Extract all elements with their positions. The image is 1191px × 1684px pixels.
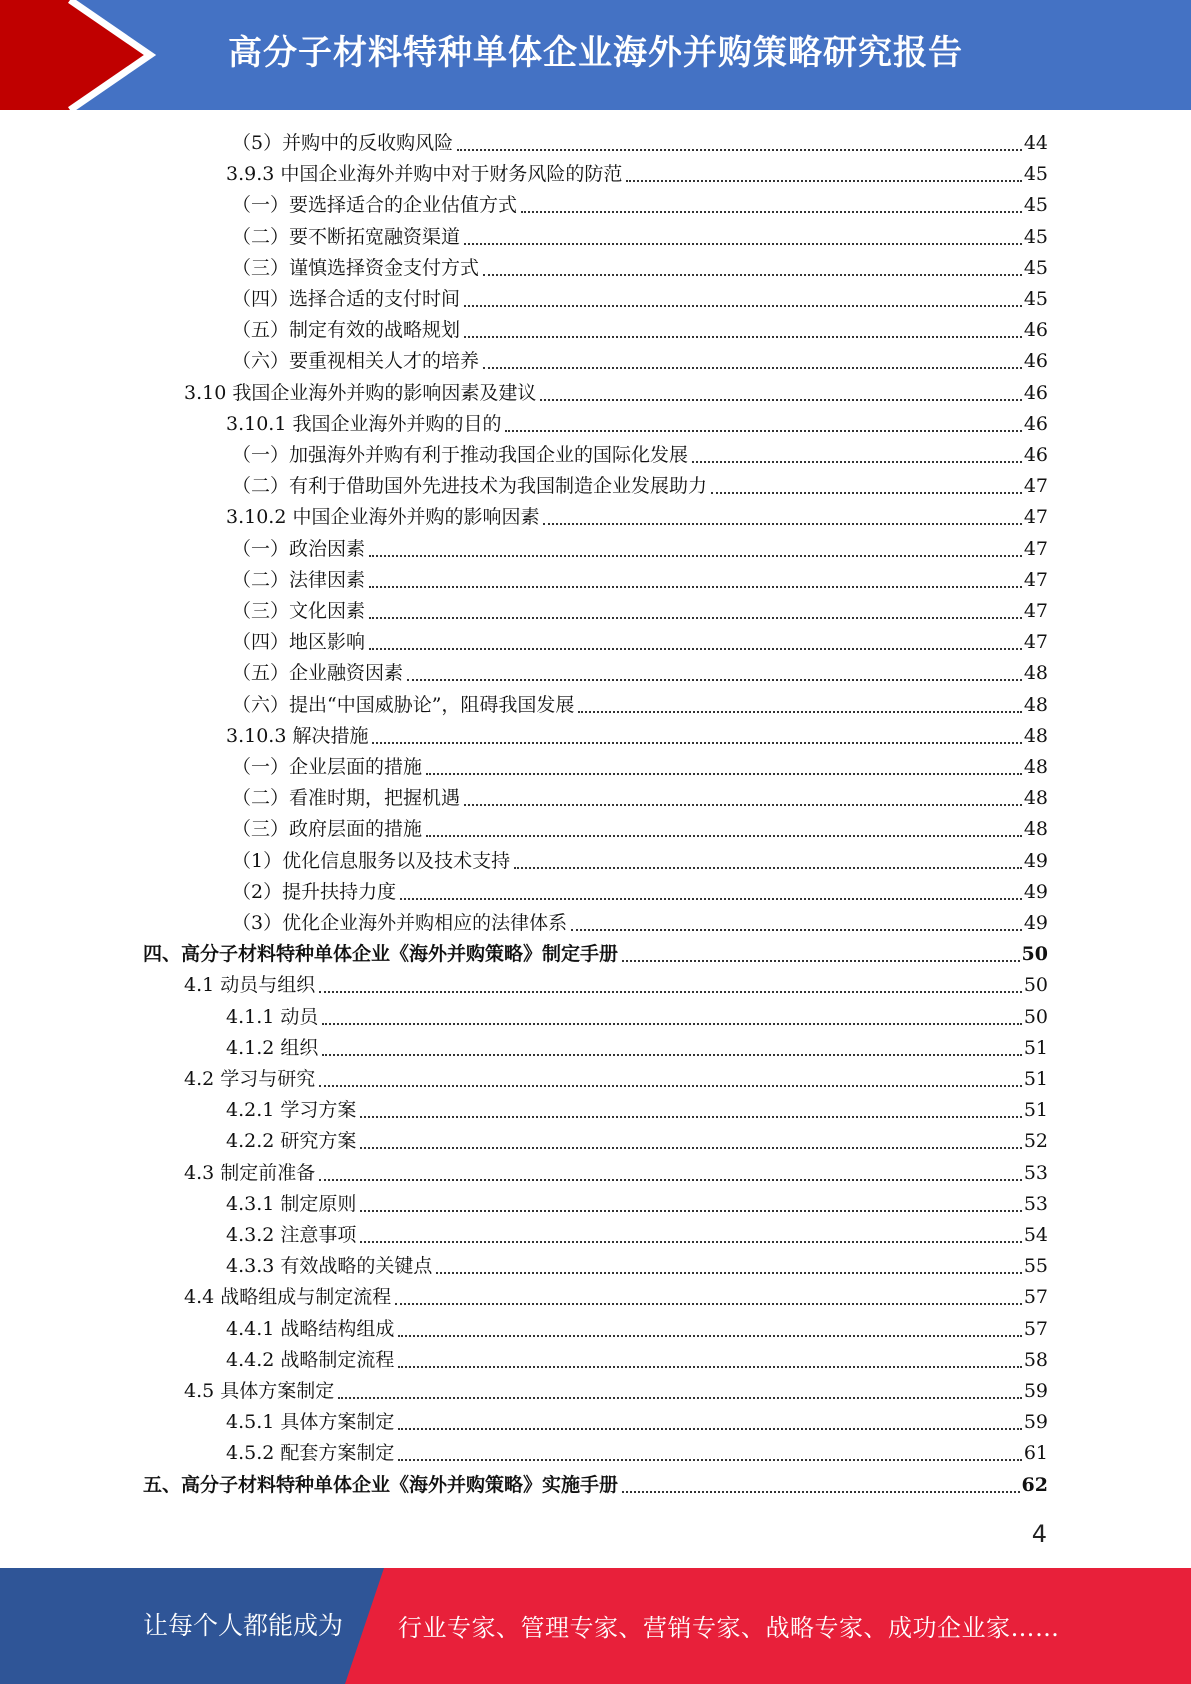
toc-dot-leader <box>436 1272 1021 1274</box>
toc-entry-title: （六）提出“中国威胁论”，阻碍我国发展 <box>232 693 575 716</box>
toc-entry-page: 61 <box>1023 1442 1048 1465</box>
toc-entry-page: 46 <box>1023 444 1048 466</box>
footer-slogan-right: 行业专家、管理专家、营销专家、战略专家、成功企业家…… <box>398 1614 1060 1642</box>
toc-entry[interactable] <box>226 1189 1048 1220</box>
toc-dot-leader <box>622 1491 1020 1493</box>
toc-entry[interactable] <box>232 534 1048 565</box>
toc-entry[interactable] <box>226 1314 1048 1345</box>
toc-entry-page: 45 <box>1023 288 1048 310</box>
toc-entry[interactable] <box>226 159 1048 190</box>
toc-entry-page: 53 <box>1023 1192 1048 1215</box>
toc-entry[interactable] <box>184 1376 1048 1407</box>
toc-entry-title: 3.10.3 解决措施 <box>226 724 369 747</box>
toc-entry-title: 五、高分子材料特种单体企业《海外并购策略》实施手册 <box>143 1473 619 1496</box>
toc-entry-page: 53 <box>1023 1161 1048 1184</box>
toc-entry-title: （二）有利于借助国外先进技术为我国制造企业发展助力 <box>232 475 708 498</box>
toc-dot-leader <box>398 1335 1021 1337</box>
footer-slogan-left: 让每个人都能成为 <box>143 1611 344 1640</box>
toc-entry-page: 49 <box>1023 912 1048 934</box>
toc-entry-page: 52 <box>1023 1130 1048 1153</box>
toc-entry-title: 3.10.1 我国企业海外并购的目的 <box>226 412 502 435</box>
toc-entry-title: （3）优化企业海外并购相应的法律体系 <box>232 912 568 934</box>
toc-entry[interactable] <box>232 846 1048 877</box>
toc-entry[interactable] <box>226 1033 1048 1064</box>
toc-entry[interactable] <box>184 970 1048 1001</box>
toc-entry-title: 4.4 战略组成与制定流程 <box>184 1286 392 1309</box>
toc-entry[interactable] <box>232 814 1048 845</box>
toc-entry-page: 49 <box>1023 880 1048 903</box>
toc-entry-page: 45 <box>1023 225 1048 248</box>
toc-entry-page: 48 <box>1023 724 1048 747</box>
toc-entry-page: 50 <box>1023 1005 1048 1028</box>
toc-entry[interactable] <box>184 378 1048 409</box>
toc-entry-title: （一）企业层面的措施 <box>232 756 423 778</box>
toc-entry-title: 4.2 学习与研究 <box>184 1068 316 1090</box>
toc-entry-title: 4.1.2 组织 <box>226 1036 319 1059</box>
toc-dot-leader <box>395 1303 1022 1305</box>
toc-entry-page: 46 <box>1023 319 1048 342</box>
toc-entry[interactable] <box>226 1251 1048 1282</box>
toc-entry-title: 4.5 具体方案制定 <box>184 1380 335 1402</box>
toc-dot-leader <box>692 461 1022 463</box>
toc-dot-leader <box>398 1366 1021 1368</box>
toc-dot-leader <box>426 773 1022 775</box>
toc-entry[interactable] <box>143 1470 1048 1501</box>
toc-entry-page: 62 <box>1021 1473 1048 1496</box>
toc-entry[interactable] <box>232 471 1048 502</box>
toc-entry-page: 47 <box>1023 568 1048 591</box>
toc-entry[interactable] <box>232 596 1048 627</box>
toc-entry-page: 48 <box>1023 693 1048 716</box>
toc-entry-title: 4.2.1 学习方案 <box>226 1099 357 1122</box>
header-band <box>0 0 1191 110</box>
toc-entry-page: 47 <box>1023 537 1048 560</box>
toc-entry-title: 4.1 动员与组织 <box>184 974 316 997</box>
toc-entry-page: 57 <box>1023 1317 1048 1340</box>
toc-entry-title: 4.3 制定前准备 <box>184 1161 316 1184</box>
toc-dot-leader <box>464 305 1022 307</box>
toc-entry[interactable] <box>232 783 1048 814</box>
toc-entry[interactable] <box>226 1126 1048 1157</box>
toc-entry-title: （四）地区影响 <box>232 631 366 654</box>
toc-dot-leader <box>369 617 1022 619</box>
toc-entry-page: 44 <box>1023 132 1048 154</box>
toc-entry-page: 46 <box>1023 412 1048 435</box>
toc-entry-page: 47 <box>1023 600 1048 622</box>
toc-dot-leader <box>505 430 1021 432</box>
toc-entry-title: 3.10.2 中国企业海外并购的影响因素 <box>226 506 540 529</box>
report-title: 高分子材料特种单体企业海外并购策略研究报告 <box>228 33 963 73</box>
toc-dot-leader <box>483 367 1022 369</box>
toc-entry[interactable] <box>226 1002 1048 1033</box>
toc-dot-leader <box>322 1054 1021 1056</box>
toc-entry-title: 4.3.3 有效战略的关键点 <box>226 1255 433 1278</box>
toc-entry[interactable] <box>226 1220 1048 1251</box>
toc-dot-leader <box>398 1459 1021 1461</box>
toc-entry-page: 48 <box>1023 662 1048 685</box>
toc-entry-page: 59 <box>1023 1411 1048 1434</box>
toc-entry-title: （五）企业融资因素 <box>232 662 404 685</box>
toc-entry[interactable] <box>232 690 1048 721</box>
toc-entry[interactable] <box>232 752 1048 783</box>
toc-dot-leader <box>360 1210 1021 1212</box>
toc-entry[interactable] <box>226 721 1048 752</box>
toc-entry[interactable] <box>232 190 1048 221</box>
toc-entry-title: （2）提升扶持力度 <box>232 880 397 903</box>
toc-entry-title: 4.3.1 制定原则 <box>226 1192 357 1215</box>
toc-dot-leader <box>521 211 1022 213</box>
toc-entry-page: 50 <box>1023 974 1048 997</box>
toc-entry[interactable] <box>232 284 1048 315</box>
toc-entry-page: 48 <box>1023 756 1048 778</box>
toc-entry-page: 51 <box>1023 1099 1048 1122</box>
toc-entry[interactable] <box>232 253 1048 284</box>
toc-dot-leader <box>407 679 1022 681</box>
toc-entry[interactable] <box>232 658 1048 689</box>
toc-entry[interactable] <box>226 1345 1048 1376</box>
toc-dot-leader <box>464 336 1022 338</box>
toc-entry-page: 46 <box>1023 350 1048 373</box>
toc-entry-title: （四）选择合适的支付时间 <box>232 288 461 310</box>
toc-dot-leader <box>369 586 1022 588</box>
toc-entry-page: 47 <box>1023 506 1048 529</box>
footer-band <box>0 1568 1191 1684</box>
toc-dot-leader <box>398 1428 1021 1430</box>
toc-entry[interactable] <box>232 877 1048 908</box>
toc-dot-leader <box>540 399 1021 401</box>
toc-entry-page: 46 <box>1023 381 1048 404</box>
toc-entry[interactable] <box>232 128 1048 159</box>
toc-dot-leader <box>319 1085 1022 1087</box>
toc-entry-title: （1）优化信息服务以及技术支持 <box>232 849 511 872</box>
toc-entry-page: 54 <box>1023 1224 1048 1246</box>
toc-entry-title: （二）要不断拓宽融资渠道 <box>232 225 461 248</box>
toc-entry-title: 4.2.2 研究方案 <box>226 1130 357 1153</box>
toc-dot-leader <box>369 648 1022 650</box>
toc-entry-title: （五）制定有效的战略规划 <box>232 319 461 342</box>
toc-entry-title: （三）政府层面的措施 <box>232 818 423 841</box>
toc-dot-leader <box>360 1147 1021 1149</box>
toc-entry-title: （三）文化因素 <box>232 600 366 622</box>
toc-dot-leader <box>514 867 1022 869</box>
toc-entry-title: （5）并购中的反收购风险 <box>232 132 454 154</box>
toc-entry-page: 55 <box>1023 1255 1048 1278</box>
toc-entry-page: 51 <box>1023 1068 1048 1090</box>
toc-dot-leader <box>369 555 1022 557</box>
toc-entry[interactable] <box>232 346 1048 377</box>
toc-entry[interactable] <box>226 1407 1048 1438</box>
toc-dot-leader <box>483 274 1022 276</box>
toc-dot-leader <box>457 149 1022 151</box>
toc-entry[interactable] <box>226 1095 1048 1126</box>
toc-entry-title: 4.5.1 具体方案制定 <box>226 1411 395 1434</box>
toc-entry-title: 4.4.1 战略结构组成 <box>226 1317 395 1340</box>
toc-dot-leader <box>372 742 1021 744</box>
toc-entry-title: （一）加强海外并购有利于推动我国企业的国际化发展 <box>232 444 689 466</box>
toc-entry[interactable] <box>226 409 1048 440</box>
toc-entry-title: 4.5.2 配套方案制定 <box>226 1442 395 1465</box>
toc-entry-page: 58 <box>1023 1348 1048 1371</box>
toc-dot-leader <box>711 492 1022 494</box>
toc-entry-title: （二）法律因素 <box>232 568 366 591</box>
toc-dot-leader <box>622 960 1020 962</box>
toc-entry[interactable] <box>143 939 1048 970</box>
toc-entry-title: （二）看准时期，把握机遇 <box>232 787 461 810</box>
toc-entry[interactable] <box>226 1438 1048 1469</box>
toc-dot-leader <box>426 835 1022 837</box>
toc-dot-leader <box>464 243 1022 245</box>
toc-entry-page: 49 <box>1023 849 1048 872</box>
toc-entry-title: （六）要重视相关人才的培养 <box>232 350 480 373</box>
toc-dot-leader <box>322 1023 1021 1025</box>
toc-entry[interactable] <box>232 222 1048 253</box>
toc-entry[interactable] <box>232 565 1048 596</box>
toc-entry-title: （一）政治因素 <box>232 537 366 560</box>
toc-entry-title: 3.9.3 中国企业海外并购中对于财务风险的防范 <box>226 163 623 186</box>
header-arrow-icon <box>0 0 160 110</box>
toc-entry-title: 4.3.2 注意事项 <box>226 1224 357 1246</box>
toc-entry-title: 4.4.2 战略制定流程 <box>226 1348 395 1371</box>
toc-entry-page: 47 <box>1023 631 1048 654</box>
toc-dot-leader <box>360 1241 1021 1243</box>
toc-entry-page: 45 <box>1023 163 1048 186</box>
toc-entry[interactable] <box>226 502 1048 533</box>
toc-dot-leader <box>319 991 1022 993</box>
toc-entry-title: （三）谨慎选择资金支付方式 <box>232 256 480 279</box>
toc-entry-title: 四、高分子材料特种单体企业《海外并购策略》制定手册 <box>143 943 619 966</box>
toc-dot-leader <box>571 929 1022 931</box>
toc-dot-leader <box>578 711 1021 713</box>
toc-dot-leader <box>338 1397 1022 1399</box>
toc-entry[interactable] <box>232 315 1048 346</box>
toc-entry[interactable] <box>232 627 1048 658</box>
toc-entry-page: 50 <box>1021 943 1048 966</box>
page-number: 4 <box>1031 1520 1047 1548</box>
toc-dot-leader <box>543 523 1021 525</box>
toc-entry-title: 3.10 我国企业海外并购的影响因素及建议 <box>184 381 537 404</box>
toc-dot-leader <box>400 898 1022 900</box>
toc-entry[interactable] <box>184 1158 1048 1189</box>
toc-entry[interactable] <box>184 1282 1048 1313</box>
toc-entry-page: 51 <box>1023 1036 1048 1059</box>
toc-entry-page: 48 <box>1023 787 1048 810</box>
toc-dot-leader <box>360 1116 1021 1118</box>
toc-entry-page: 45 <box>1023 194 1048 217</box>
toc-dot-leader <box>319 1179 1022 1181</box>
toc-entry-title: （一）要选择适合的企业估值方式 <box>232 194 518 217</box>
toc-dot-leader <box>464 804 1022 806</box>
toc-entry-page: 59 <box>1023 1380 1048 1402</box>
toc-dot-leader <box>626 180 1021 182</box>
toc-entry[interactable] <box>232 440 1048 471</box>
toc-entry-title: 4.1.1 动员 <box>226 1005 319 1028</box>
toc-entry-page: 47 <box>1023 475 1048 498</box>
toc-entry-page: 48 <box>1023 818 1048 841</box>
toc-entry-page: 45 <box>1023 256 1048 279</box>
toc-entry-page: 57 <box>1023 1286 1048 1309</box>
toc-entry[interactable] <box>232 908 1048 939</box>
toc-entry[interactable] <box>184 1064 1048 1095</box>
